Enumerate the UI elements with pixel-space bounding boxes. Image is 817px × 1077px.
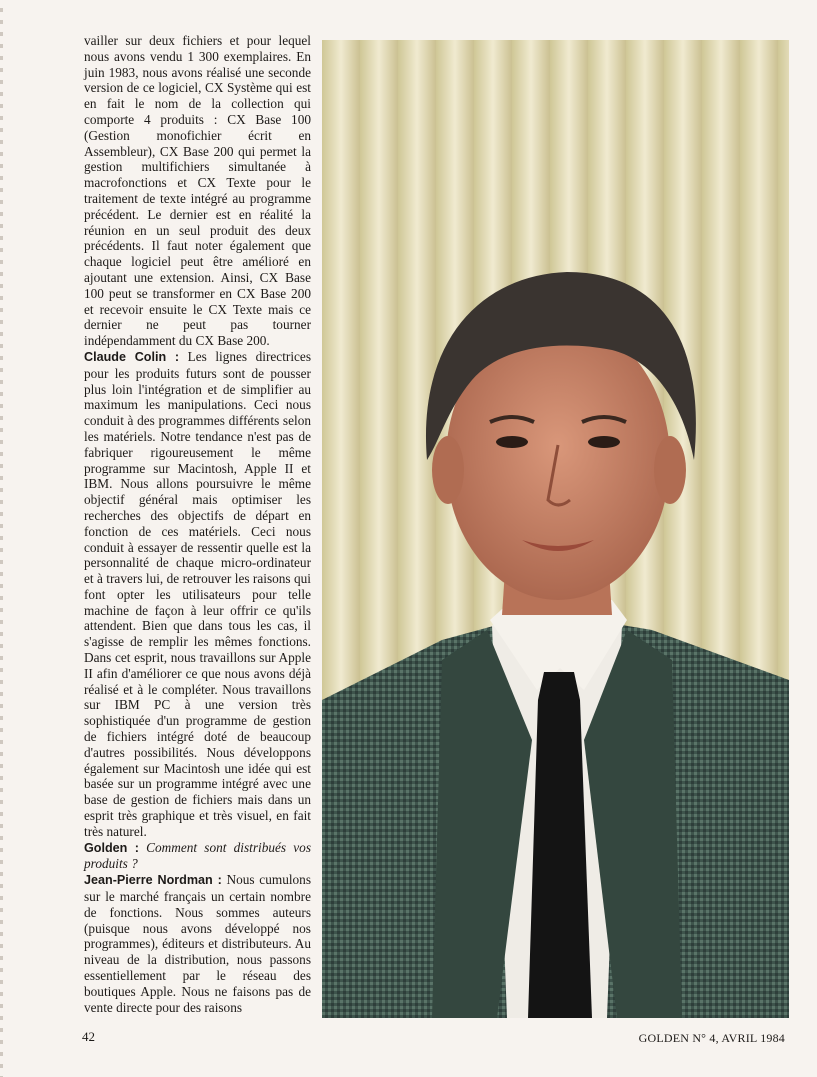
paragraph	[84, 349, 311, 840]
answer-text: Nous cumulons sur le marché français un certain nombre de fonctions. Nous sommes auteurs (puisque nous avons développé nos programmes), éditeurs et distributeurs. Au niveau de la distribution, nous passons essentiellement par le réseau des boutiques Apple. Nous ne faisons pas de vente directe pour des raisons	[84, 872, 312, 1015]
article-column	[84, 33, 311, 1015]
speaker-name: Claude Colin :	[84, 349, 180, 364]
issue-line: GOLDEN N° 4, AVRIL 1984	[638, 1031, 785, 1045]
paragraph: vailler sur deux fichiers et pour lequel nous avons vendu 1 300 exemplaires. En juin 1983, nous avons réalisé une seconde version de ce logiciel, CX Système qui est en fait le nom de la collection qui comporte 4 produits : CX Base 100 (Gestion monofichier écrit en Assembleur), CX Base 200 qui permet la gestion multifichiers simultanée à macrofonctions et CX Texte pour le traitement de texte intégré au programme précédent. Le dernier est en réalité la réunion en un seul produit des deux précédents. Il faut noter également que chaque logiciel peut être amélioré en ajoutant une extension. Ainsi, CX Base 100 peut se transformer en CX Base 200 et recevoir ensuite le CX Texte mais ce dernier ne peut pas tourner indépendamment du CX Base 200.	[84, 33, 311, 349]
paragraph	[84, 840, 311, 873]
speaker-name: Golden :	[84, 840, 139, 855]
page-number: 42	[82, 1029, 95, 1044]
portrait-illustration	[322, 40, 789, 1018]
perforated-edge	[0, 0, 3, 1077]
question-text: Comment sont distribués vos produits ?	[84, 839, 311, 872]
speaker-name: Jean-Pierre Nordman :	[84, 873, 222, 888]
paragraph	[84, 872, 311, 1015]
portrait-photo	[322, 40, 789, 1018]
answer-text: Les lignes directrices pour les produits futurs sont de pousser plus loin l'intégration et de simplifier au maximum les manipulations. Ceci nous conduit à des programmes différents selon les matériels. Notre tendance n'est pas de fabriquer rigoureusement le même programme sur Macintosh, Apple II et IBM. Nous allons poursuivre le même objectif général mais optimiser les recherches des objectifs de départ en fonction de ces matériels. Ceci nous conduit à essayer de ressentir quelle est la personnalité de chaque micro-ordinateur et à travers lui, de retrouver les raisons qui font opter les utilisateurs pour telle machine de façon à leur offrir ce qu'ils attendent. Bien que dans tous les cas, il s'agisse de remplir les mêmes fonctions. Dans cet esprit, nous travaillons sur Apple II afin d'améliorer ce que nous avons déjà réalisé et à le compléter. Nous travaillons sur IBM PC à une version très sophistiquée d'un programme de gestion de fichiers intégré doté de beaucoup d'autres possibilités. Nous développons également sur Macintosh une idée qui est basée sur un programme intégré avec une base de gestion de fichiers mais dans un esprit très graphique et très visuel, en fait très naturel.	[84, 348, 311, 839]
